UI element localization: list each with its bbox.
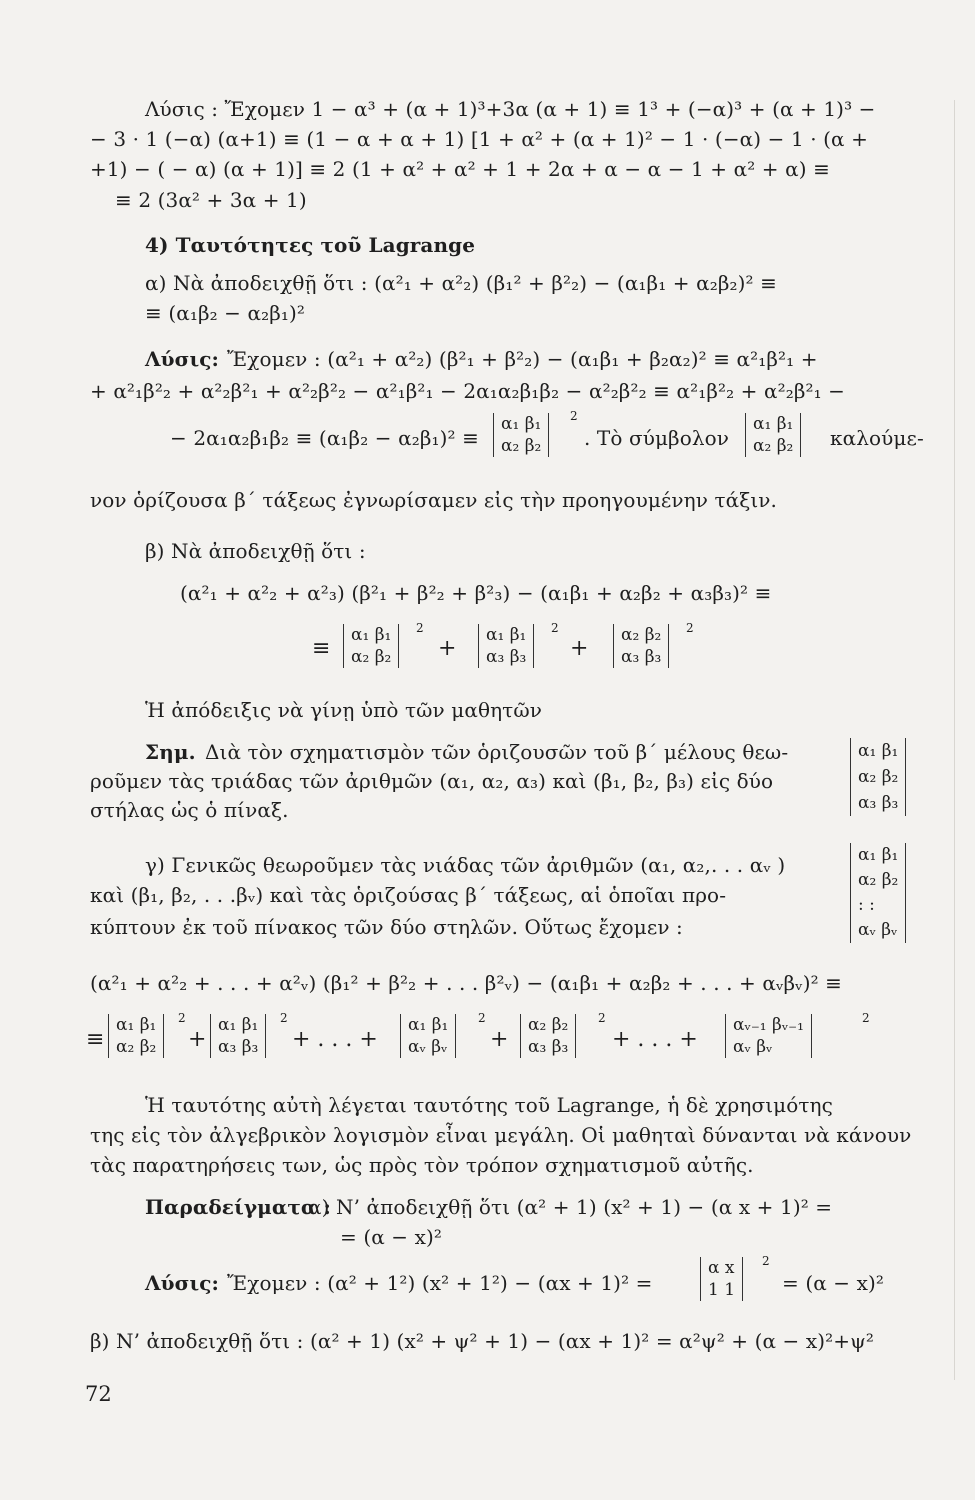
square-exponent: 2 <box>762 1254 770 1268</box>
proof-note: Ἡ ἀπόδειξις νὰ γίνῃ ὑπὸ τῶν μαθητῶν <box>145 698 543 722</box>
table-n-rows: α₁ β₁ α₂ β₂ : : αᵥ βᵥ <box>850 843 906 943</box>
note-label: Σημ. <box>145 740 196 764</box>
part-c-line-2: καὶ (β₁, β₂, . . .βᵥ) καὶ τὰς ὁριζούσας β΄ τάξεως, αἱ ὁποῖαι προ- <box>90 883 727 907</box>
part-c-line-1: γ) Γενικῶς θεωροῦμεν τὰς νιάδας τῶν ἀριθμῶν (α₁, α₂,. . . αᵥ ) <box>145 853 786 877</box>
plus-sign: + <box>490 1027 509 1052</box>
lagrange-text-3: τὰς παρατηρήσεις των, ὡς πρὸς τὸν τρόπον σχηματισμοῦ αὐτῆς. <box>90 1153 754 1177</box>
determinant-13: α₁ β₁ α₃ β₃ <box>478 624 534 668</box>
page-number: 72 <box>85 1382 112 1406</box>
part-a-statement-2: ≡ (α₁β₂ − α₂β₁)² <box>145 301 306 325</box>
square-exponent: 2 <box>551 621 559 635</box>
determinant-23: α₂ β₂ α₃ β₃ <box>613 624 669 668</box>
equiv-sign: ≡ <box>86 1027 105 1052</box>
part-c-line-3: κύπτουν ἐκ τοῦ πίνακος τῶν δύο στηλῶν. Οὕτως ἔχομεν : <box>90 915 683 939</box>
symbol-text: . Τὸ σύμβολον <box>584 426 730 450</box>
called-text: καλούμε- <box>830 426 924 450</box>
determinant-ax-11: α x 1 1 <box>700 1257 743 1301</box>
determinant-1v: α₁ β₁ αᵥ βᵥ <box>400 1014 456 1058</box>
square-exponent: 2 <box>416 621 424 635</box>
part-a-solution-3: − 2α₁α₂β₁β₂ ≡ (α₁β₂ − α₂β₁)² ≡ <box>170 426 479 450</box>
square-exponent: 2 <box>280 1011 288 1025</box>
example-a-2: = (α − x)² <box>340 1225 442 1249</box>
example-solution-label: Λύσις: <box>145 1271 219 1295</box>
lagrange-text-1: Ἡ ταυτότης αὐτὴ λέγεται ταυτότης τοῦ Lagrange, ἡ δὲ χρησιμότης <box>145 1093 833 1117</box>
solution-line-2: − 3 · 1 (−α) (α+1) ≡ (1 − α + α + 1) [1 + α² + (α + 1)² − 1 · (−α) − 1 · (α + <box>90 127 868 151</box>
dots-plus: + . . . + <box>612 1027 698 1052</box>
solution-line-4: ≡ 2 (3α² + 3α + 1) <box>115 188 307 212</box>
dots-plus: + . . . + <box>292 1027 378 1052</box>
part-a-solution-2: + α²₁β²₂ + α²₂β²₁ + α²₂β²₂ − α²₁β²₁ − 2α₁α₂β₁β₂ − α²₂β²₂ ≡ α²₁β²₂ + α²₂β²₁ − <box>90 379 846 403</box>
lagrange-text-2: της εἰς τὸν ἀλγεβρικὸν λογισμὸν εἶναι μεγάλη. Οἱ μαθηταὶ δύνανται νὰ κάνουν <box>90 1123 912 1147</box>
general-identity: (α²₁ + α²₂ + . . . + α²ᵥ) (β₁² + β²₂ + . . . β²ᵥ) − (α₁β₁ + α₂β₂ + . . . + αᵥβᵥ)² ≡ <box>90 971 843 995</box>
solution-line-1: Λύσις : Ἔχομεν 1 − α³ + (α + 1)³+3α (α + 1) ≡ 1³ + (−α)³ + (α + 1)³ − <box>145 97 876 121</box>
part-a-statement: α) Νὰ ἀποδειχθῇ ὅτι : (α²₁ + α²₂) (β₁² + β²₂) − (α₁β₁ + α₂β₂)² ≡ <box>145 271 777 295</box>
part-a-solution-1: Ἔχομεν : (α²₁ + α²₂) (β²₁ + β²₂) − (α₁β₁ + β₂α₂)² ≡ α²₁β²₁ + <box>227 347 818 371</box>
part-a-solution-4: νον ὁρίζουσα β΄ τάξεως ἐγνωρίσαμεν εἰς τὴν προηγουμένην τάξιν. <box>90 488 777 512</box>
page-edge-line <box>954 100 955 1380</box>
determinant-symbol: α₁ β₁ α₂ β₂ <box>745 413 801 457</box>
determinant-12: α₁ β₁ α₂ β₂ <box>108 1014 164 1058</box>
section-heading: 4) Ταυτότητες τοῦ Lagrange <box>145 233 476 257</box>
determinant-13: α₁ β₁ α₃ β₃ <box>210 1014 266 1058</box>
square-exponent: 2 <box>598 1011 606 1025</box>
part-b-identity: (α²₁ + α²₂ + α²₃) (β²₁ + β²₂ + β²₃) − (α₁β₁ + α₂β₂ + α₃β₃)² ≡ <box>180 581 772 605</box>
example-solution: Ἔχομεν : (α² + 1²) (x² + 1²) − (αx + 1)² = <box>227 1271 653 1295</box>
square-exponent: 2 <box>862 1011 870 1025</box>
example-solution-result: = (α − x)² <box>782 1271 884 1295</box>
plus-sign: + <box>438 636 457 661</box>
part-b-statement: β) Νὰ ἀποδειχθῇ ὅτι : <box>145 539 366 563</box>
determinant-23: α₂ β₂ α₃ β₃ <box>520 1014 576 1058</box>
note-line-3: στήλας ὡς ὁ πίναξ. <box>90 798 289 822</box>
examples-label: Παραδείγματα : <box>145 1195 331 1219</box>
example-a-1: α) Ν’ ἀποδειχθῇ ὅτι (α² + 1) (x² + 1) − (α x + 1)² = <box>308 1195 833 1219</box>
square-exponent: 2 <box>686 621 694 635</box>
solution-line-3: +1) − ( − α) (α + 1)] ≡ 2 (1 + α² + α² + 1 + 2α + α − α − 1 + α² + α) ≡ <box>90 157 830 181</box>
square-exponent: 2 <box>570 409 578 423</box>
solution-label: Λύσις: <box>145 347 219 371</box>
table-three-rows: α₁ β₁ α₂ β₂ α₃ β₃ <box>850 738 906 816</box>
determinant-a1b1-a2b2: α₁ β₁ α₂ β₂ <box>493 413 549 457</box>
determinant-vv: αᵥ₋₁ βᵥ₋₁ αᵥ βᵥ <box>725 1014 812 1058</box>
plus-sign: + <box>188 1027 207 1052</box>
square-exponent: 2 <box>478 1011 486 1025</box>
note-line-2: ροῦμεν τὰς τριάδας τῶν ἀριθμῶν (α₁, α₂, α₃) καὶ (β₁, β₂, β₃) εἰς δύο <box>90 769 774 793</box>
plus-sign: + <box>570 636 589 661</box>
note-line-1: Διὰ τὸν σχηματισμὸν τῶν ὁριζουσῶν τοῦ β΄ μέλους θεω- <box>205 740 789 764</box>
example-b: β) Ν’ ἀποδειχθῇ ὅτι : (α² + 1) (x² + ψ² + 1) − (αx + 1)² = α²ψ² + (α − x)²+ψ² <box>90 1329 875 1353</box>
equiv-sign: ≡ <box>312 636 331 661</box>
determinant-12: α₁ β₁ α₂ β₂ <box>343 624 399 668</box>
square-exponent: 2 <box>178 1011 186 1025</box>
